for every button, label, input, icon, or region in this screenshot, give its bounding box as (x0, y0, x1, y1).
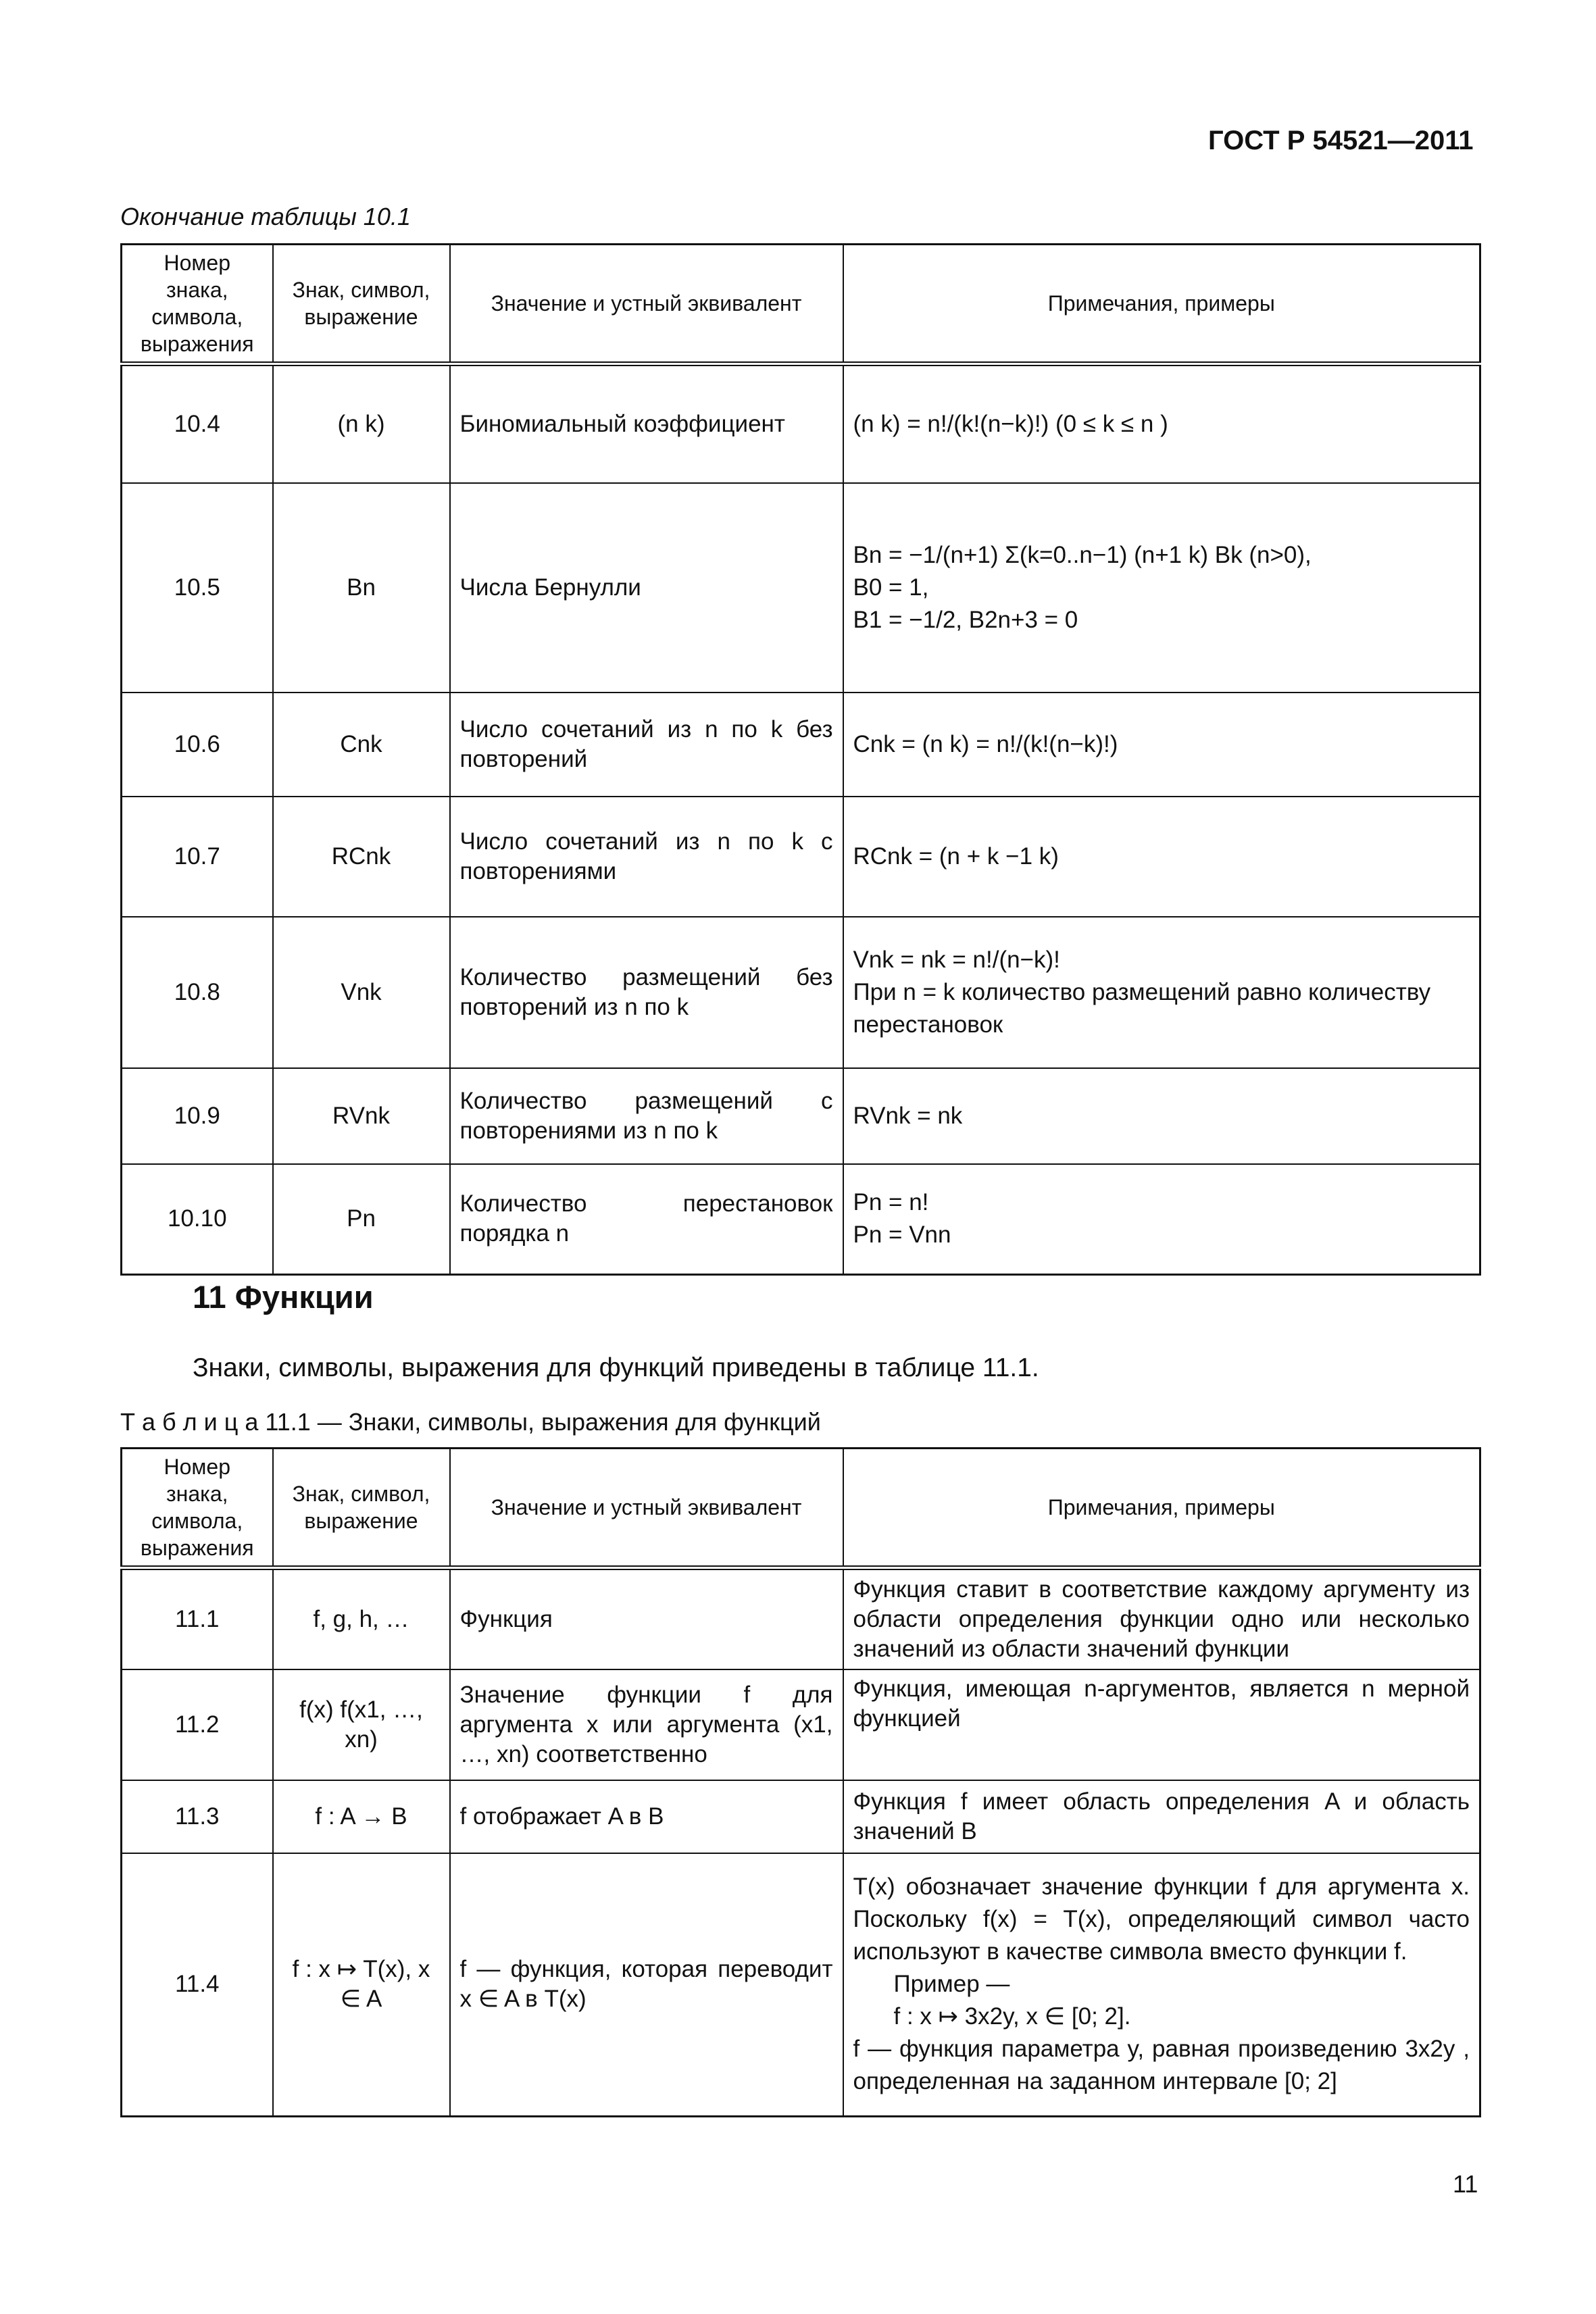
table-row (122, 1568, 1480, 1669)
note-text: При n = k количество размещений равно количеству перестановок (853, 978, 1431, 1038)
row-symbol: Cnk (273, 693, 450, 797)
row-symbol: f, g, h, … (273, 1568, 450, 1669)
row-notes (843, 693, 1480, 797)
row-symbol: Bn (273, 483, 450, 693)
row-meaning: Число сочетаний из n по k с повторениями (450, 797, 843, 917)
row-number: 11.2 (122, 1669, 273, 1780)
table-row (122, 1853, 1480, 2117)
note-text: T(x) обозначает значение функции f для аргумента x. Поскольку f(x) = T(x), определяющий символ часто используют в качестве символа вместо функции f. (853, 1873, 1470, 1965)
row-symbol: (n k) (273, 364, 450, 483)
example-formula: f : x ↦ 3x2y, x ∈ [0; 2]. (893, 2003, 1131, 2030)
table-continuation-caption: Окончание таблицы 10.1 (120, 203, 411, 230)
row-symbol: Pn (273, 1164, 450, 1275)
table-row (122, 797, 1480, 917)
row-number: 10.5 (122, 483, 273, 693)
row-notes (843, 917, 1480, 1068)
header-notes: Примечания, примеры (843, 245, 1480, 364)
table-caption: Т а б л и ц а 11.1 — Знаки, символы, выражения для функций (120, 1408, 821, 1436)
row-symbol: Vnk (273, 917, 450, 1068)
section-title: 11 Функции (193, 1279, 374, 1315)
row-meaning: Число сочетаний из n по k без повторений (450, 693, 843, 797)
row-notes (843, 797, 1480, 917)
header-meaning: Значение и устный эквивалент (450, 245, 843, 364)
header-symbol: Знак, символ, выражение (273, 1449, 450, 1568)
formula: B1 = −1/2, B2n+3 = 0 (853, 606, 1078, 633)
formula: B0 = 1, (853, 574, 929, 601)
row-symbol: f(x) f(x1, …, xn) (273, 1669, 450, 1780)
row-notes: Функция ставит в соответствие каждому аргументу из области определения функции одно или несколько значений из области значений функции (843, 1568, 1480, 1669)
row-number: 11.3 (122, 1780, 273, 1853)
row-notes (843, 364, 1480, 483)
row-number: 10.9 (122, 1068, 273, 1164)
formula: Cnk = (n k) = n!/(k!(n−k)!) (853, 730, 1118, 757)
table-row (122, 1164, 1480, 1275)
row-notes (843, 1853, 1480, 2117)
row-number: 11.1 (122, 1568, 273, 1669)
table-header-row (122, 1449, 1480, 1568)
row-meaning: f отображает A в B (450, 1780, 843, 1853)
table-row (122, 693, 1480, 797)
row-number: 11.4 (122, 1853, 273, 2117)
row-notes (843, 483, 1480, 693)
row-meaning: Биномиальный коэффициент (450, 364, 843, 483)
row-number: 10.4 (122, 364, 273, 483)
header-symbol: Знак, символ, выражение (273, 245, 450, 364)
table-row (122, 1669, 1480, 1780)
row-meaning: Числа Бернулли (450, 483, 843, 693)
table-header-row (122, 245, 1480, 364)
row-meaning: Количество размещений с повторениями из n по k (450, 1068, 843, 1164)
row-meaning: Количество перестановок порядка n (450, 1164, 843, 1275)
table-row (122, 1780, 1480, 1853)
formula: (n k) = n!/(k!(n−k)!) (0 ≤ k ≤ n ) (853, 410, 1168, 437)
row-symbol: RCnk (273, 797, 450, 917)
row-meaning: Значение функции f для аргумента x или аргумента (x1, …, xn) соответственно (450, 1669, 843, 1780)
formula: Pn = n! (853, 1189, 929, 1216)
table-row (122, 364, 1480, 483)
table-row (122, 1068, 1480, 1164)
row-notes: Функция f имеет область определения A и область значений B (843, 1780, 1480, 1853)
example-label: Пример — (893, 1971, 1010, 1998)
formula: Pn = Vnn (853, 1222, 951, 1249)
page-number: 11 (1453, 2170, 1478, 2198)
header-notes: Примечания, примеры (843, 1449, 1480, 1568)
header-meaning: Значение и устный эквивалент (450, 1449, 843, 1568)
row-notes: Функция, имеющая n-аргументов, является n мерной функцией (843, 1669, 1480, 1780)
formula: RCnk = (n + k −1 k) (853, 842, 1059, 870)
formula: Bn = −1/(n+1) Σ(k=0..n−1) (n+1 k) Bk (n>0), (853, 541, 1312, 568)
formula: Vnk = nk = n!/(n−k)! (853, 946, 1060, 973)
row-notes (843, 1068, 1480, 1164)
table-row (122, 483, 1480, 693)
row-meaning: f — функция, которая переводит x ∈ A в T(x) (450, 1853, 843, 2117)
formula: RVnk = nk (853, 1102, 963, 1129)
header-number: Номер знака, символа, выражения (122, 245, 273, 364)
row-number: 10.8 (122, 917, 273, 1068)
row-meaning: Функция (450, 1568, 843, 1669)
row-number: 10.10 (122, 1164, 273, 1275)
table-row (122, 917, 1480, 1068)
table-10-1 (120, 243, 1481, 1276)
example-text: f — функция параметра y, равная произведению 3x2y , определенная на заданном интервале [0; 2] (853, 2036, 1470, 2095)
header-number: Номер знака, символа, выражения (122, 1449, 273, 1568)
row-symbol: RVnk (273, 1068, 450, 1164)
row-symbol: f : x ↦ T(x), x ∈ A (273, 1853, 450, 2117)
row-number: 10.6 (122, 693, 273, 797)
row-meaning: Количество размещений без повторений из n по k (450, 917, 843, 1068)
table-11-1 (120, 1447, 1481, 2117)
document-id: ГОСТ Р 54521—2011 (1208, 126, 1474, 155)
row-symbol: f : A → B (273, 1780, 450, 1853)
row-number: 10.7 (122, 797, 273, 917)
row-notes (843, 1164, 1480, 1275)
section-intro: Знаки, символы, выражения для функций приведены в таблице 11.1. (193, 1353, 1039, 1382)
